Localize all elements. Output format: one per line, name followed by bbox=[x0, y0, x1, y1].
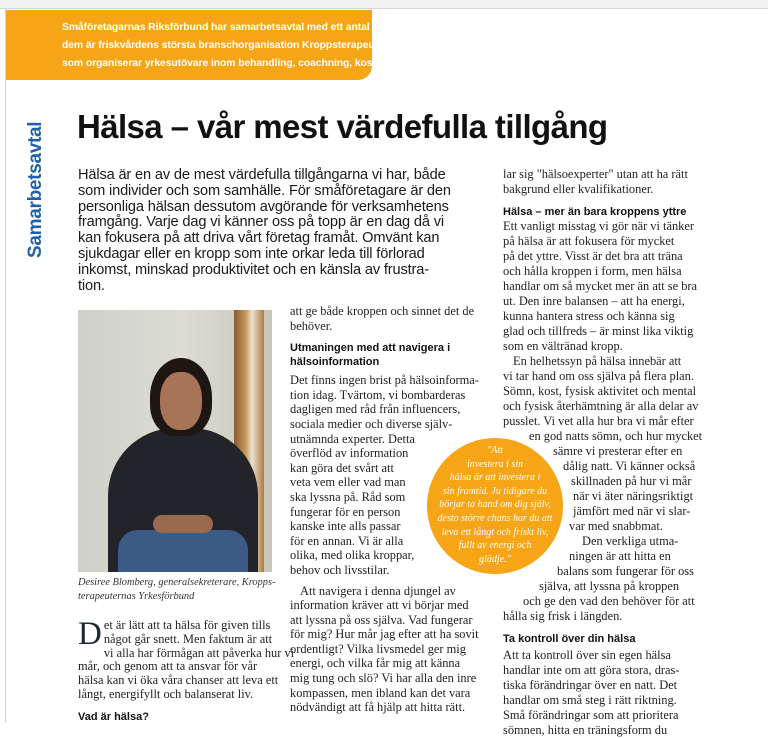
drop-cap: D bbox=[78, 616, 102, 652]
text-line: skillnaden på hur vi mår bbox=[571, 474, 692, 488]
text-line: något går snett. Men faktum är att bbox=[103, 631, 273, 646]
text-line: En helhetssyn på hälsa innebär att bbox=[513, 354, 682, 368]
text-line: att ge både kroppen och sinnet det de bbox=[290, 304, 475, 318]
text-line: sömnen, hitta en träningsform du bbox=[503, 723, 668, 737]
text-line: kompassen, men ibland kan det vara bbox=[290, 685, 471, 700]
banner-line: Småföretagarnas Riksförbund har samarbetsavtal med ett antal organisationer. En av bbox=[62, 22, 476, 33]
text-line: för mig? Hur mår jag efter att ha sovit bbox=[290, 627, 479, 642]
text-line: handlar inte om att göra stora, dras- bbox=[503, 663, 680, 677]
text-line: själva, att lyssna på kroppen bbox=[539, 579, 680, 593]
text-line: och fysisk återhämtning är alla delar av bbox=[503, 399, 699, 413]
text-line: på det yttre. Visst är det bra att träna bbox=[503, 249, 683, 263]
text-line: Ett vanligt misstag vi gör när vi tänker bbox=[503, 219, 694, 233]
text-line: personliga hälsan dessutom avgörande för verksamhetens bbox=[78, 198, 449, 215]
text-line: kan göra det svårt att bbox=[290, 460, 394, 475]
text-line: ska lyssna på. Råd som bbox=[290, 489, 406, 504]
text-line: nödvändigt att få hjälp att hitta rätt. bbox=[290, 700, 466, 715]
section-heading: Utmaningen med att navigera i hälsoinformation bbox=[290, 342, 451, 369]
text-line: Att navigera i denna djungel av bbox=[300, 583, 456, 598]
text-line: mig tung och slö? Vi har alla den inre bbox=[290, 671, 477, 686]
text-line: behov och livsstilar. bbox=[290, 562, 390, 577]
text-line: behöver. bbox=[290, 318, 333, 333]
text-line: kan fokusera på att driva vårt företag framåt. Omvänt kan bbox=[78, 230, 440, 247]
text-line: ut. Den inre balansen – att ha energi, bbox=[503, 294, 685, 308]
text-line: information kräver att vi börjar med bbox=[290, 598, 469, 613]
text-line: tion. bbox=[78, 277, 105, 294]
text-line: kanske inte alls passar bbox=[290, 519, 401, 534]
caption-line: Desiree Blomberg, generalsekreterare, Kropps- bbox=[78, 577, 276, 588]
photo-caption bbox=[78, 576, 275, 604]
text-line: och hålla kroppen i form, men hälsa bbox=[503, 264, 682, 278]
text-line: och ge den vad den behöver för att bbox=[523, 594, 695, 608]
text-line: olika, med olika kroppar, bbox=[290, 548, 415, 563]
text-line: dagligen med råd från influencers, bbox=[290, 402, 461, 417]
text-line: vi alla har förmågan att påverka hur vi bbox=[103, 645, 295, 660]
text-line: dålig natt. Vi känner också bbox=[563, 459, 696, 473]
section-label: Samarbetsavtal bbox=[25, 121, 46, 258]
text-line: "Att bbox=[487, 445, 503, 456]
text-line: fullt av energi och bbox=[458, 540, 532, 552]
text-line: tion idag. Tvärtom, vi bombarderas bbox=[290, 387, 466, 402]
lead-paragraph bbox=[78, 168, 451, 294]
text-line: långt, energifyllt och balanserat liv. bbox=[78, 686, 254, 701]
text-line: Det finns ingen brist på hälsoinforma- bbox=[290, 373, 479, 388]
text-line: energi, och vilka får mig att känna bbox=[290, 656, 461, 671]
text-line: sin framtid. Ju tidigare du bbox=[442, 485, 548, 497]
text-line: sjukdagar eller en kropp som inte orkar leda till förlorad bbox=[78, 245, 425, 262]
text-line: tiska förändringar över en natt. Det bbox=[503, 678, 678, 692]
text-line: en god natts sömn, och hur mycket bbox=[529, 429, 703, 443]
text-line: som en vältränad kropp. bbox=[503, 339, 623, 353]
text-line: et är lätt att ta hälsa för given tills bbox=[103, 618, 271, 632]
portrait-photo bbox=[78, 310, 272, 572]
text-line: sämre vi presterar efter en bbox=[553, 444, 683, 458]
text-line: ningen är att hitta en bbox=[569, 549, 671, 563]
text-line: som individer och som samhälle. För småföretagare är den bbox=[78, 182, 451, 199]
text-line: glad och tillfreds – är minst lika viktig bbox=[503, 324, 694, 338]
text-line: leva ett långt och friskt liv, bbox=[441, 526, 549, 538]
viewer-top-bar bbox=[0, 0, 768, 9]
text-line: att lyssna på oss själva. Vad fungerar bbox=[290, 612, 473, 627]
text-line: Den verkliga utma- bbox=[582, 534, 679, 548]
text-line: Hälsa är en av de mest värdefulla tillgångarna vi har, både bbox=[78, 167, 446, 183]
text-line: handlar om små steg i rätt riktning. bbox=[503, 693, 677, 707]
pull-quote bbox=[427, 438, 563, 574]
text-line: vi tar hand om oss själva på flera plan. bbox=[503, 369, 694, 383]
column-1 bbox=[78, 616, 295, 724]
text-line: fungerar för en person bbox=[290, 504, 401, 519]
text-line: Sömn, kost, fysisk aktivitet och mental bbox=[503, 384, 697, 398]
text-line: desto större chans har du att bbox=[437, 512, 553, 524]
caption-line: terapeuternas Yrkesförbund bbox=[78, 591, 195, 602]
text-line: glädje." bbox=[479, 553, 511, 565]
text-line: på hälsa är att fokusera för mycket bbox=[503, 234, 675, 248]
banner-line: dem är friskvårdens största branschorganisation Kroppsterapeuternas Yrkesförbund, bbox=[62, 40, 477, 51]
text-line: mår, och genom att ta ansvar för vår bbox=[78, 659, 258, 674]
section-heading: Hälsa – mer än bara kroppens yttre bbox=[503, 206, 687, 218]
text-line: veta vem eller vad man bbox=[290, 475, 406, 490]
article-title: Hälsa – vår mest värdefulla tillgång bbox=[77, 108, 608, 145]
text-line: när vi äter näringsriktigt bbox=[573, 489, 694, 503]
text-line: överflöd av information bbox=[290, 446, 409, 461]
text-line: pusslet. Vi vet alla hur bra vi mår efter bbox=[503, 414, 694, 428]
text-line: handlar om så mycket mer än att se bra bbox=[503, 279, 698, 293]
text-line: inkomst, minskad produktivitet och en känsla av frustra- bbox=[78, 261, 429, 278]
text-line: sociala medier och diverse själv- bbox=[290, 416, 453, 431]
text-line: var med snabbmat. bbox=[569, 519, 663, 533]
intro-banner bbox=[6, 10, 477, 80]
text-line: jämfört med när vi slar- bbox=[573, 504, 691, 518]
page-edge bbox=[5, 8, 6, 722]
text-line: hälsa kan vi öka våra chanser att leva ett bbox=[78, 673, 279, 688]
text-line: hälsa är att investera i bbox=[449, 472, 541, 484]
text-line: balans som fungerar för oss bbox=[557, 564, 694, 578]
banner-text bbox=[62, 19, 477, 73]
section-heading: Ta kontroll över din hälsa bbox=[503, 633, 636, 645]
text-line: kunna hantera stress och känna sig bbox=[503, 309, 675, 323]
text-line: bakgrund eller kvalifikationer. bbox=[503, 182, 654, 196]
text-line: investera i sin bbox=[466, 458, 524, 470]
text-line: börjar ta hand om dig själv, bbox=[439, 499, 551, 511]
text-line: Små förändringar som att prioritera bbox=[503, 708, 679, 722]
section-heading: Vad är hälsa? bbox=[78, 710, 149, 723]
text-line: lar sig "hälsoexperter" utan att ha rätt bbox=[503, 167, 688, 181]
text-line: Att ta kontroll över sin egen hälsa bbox=[503, 648, 671, 662]
text-line: utnämnda experter. Detta bbox=[290, 431, 415, 446]
text-line: för en annan. Vi är alla bbox=[290, 533, 404, 548]
banner-line: som organiserar yrkesutövare inom behandling, coachning, kost och träning. bbox=[62, 58, 437, 69]
text-line: ordentligt? Vilka livsmedel ger mig bbox=[290, 641, 466, 656]
text-line: hålla sig frisk i längden. bbox=[503, 609, 623, 623]
text-line: framgång. Varje dag vi känner oss på topp är en dag då vi bbox=[78, 214, 444, 231]
